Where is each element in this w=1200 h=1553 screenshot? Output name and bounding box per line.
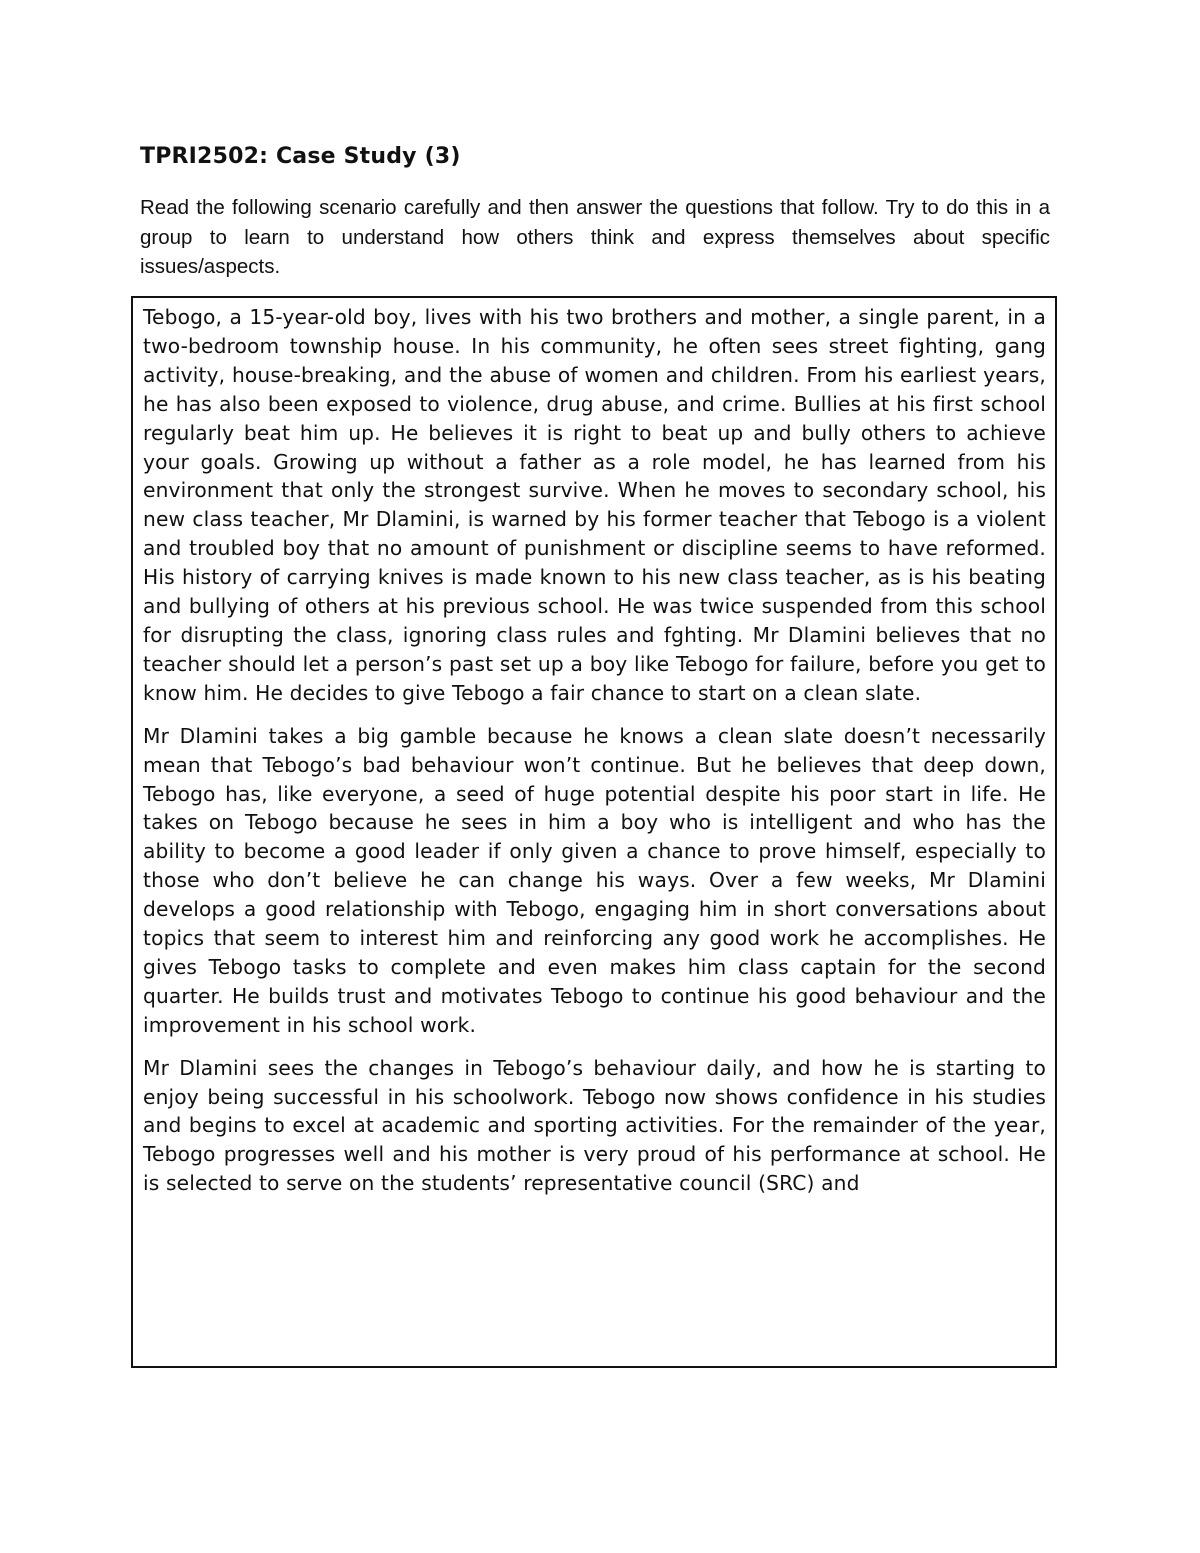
case-paragraph-3: Mr Dlamini sees the changes in Tebogo’s behaviour daily, and how he is starting to enjoy being successful in his schoolwork. Tebogo now shows confidence in his studies and begins to excel at academic and sporting activities. For the remainder of the year, Tebogo progresses well and his mother is very proud of his performance at school. He is selected to serve on the students’ representative council (SRC) and	[143, 1055, 1046, 1196]
case-paragraph-2: Mr Dlamini takes a big gamble because he knows a clean slate doesn’t necessarily mean that Tebogo’s bad behaviour won’t continue. But he believes that deep down, Tebogo has, like everyone, a seed of huge potential despite his poor start in life. He takes on Tebogo because he sees in him a boy who is intelligent and who has the ability to become a good leader if only given a chance to prove himself, especially to those who don’t believe he can change his ways. Over a few weeks, Mr Dlamini develops a good relationship with Tebogo, engaging him in short conversations about topics that seem to interest him and reinforcing any good work he accomplishes. He gives Tebogo tasks to complete and even makes him class captain for the second quarter. He builds trust and motivates Tebogo to continue his good behaviour and the improvement in his school work.	[143, 723, 1046, 1037]
case-paragraph-1: Tebogo, a 15-year-old boy, lives with his two brothers and mother, a single parent, in a two-bedroom township house. In his community, he often sees street fighting, gang activity, house-breaking, and the abuse of women and children. From his earliest years, he has also been exposed to violence, drug abuse, and crime. Bullies at his first school regularly beat him up. He believes it is right to beat up and bully others to achieve your goals. Growing up without a father as a role model, he has learned from his environment that only the strongest survive. When he moves to secondary school, his new class teacher, Mr Dlamini, is warned by his former teacher that Tebogo is a violent and troubled boy that no amount of punishment or discipline seems to have reformed. His history of carrying knives is made known to his new class teacher, as is his beating and bullying of others at his previous school. He was twice suspended from this school for disrupting the class, ignoring class rules and fghting. Mr Dlamini believes that no teacher should let a person’s past set up a boy like Tebogo for failure, before you get to know him. He decides to give Tebogo a fair chance to start on a clean slate.	[143, 305, 1046, 705]
intro-paragraph: Read the following scenario carefully and then answer the questions that follow. Try to do this in a group to learn to understand how others think and express themselves about specific issues/aspects.	[140, 196, 1050, 278]
case-study-box	[131, 296, 1057, 1368]
document-title: TPRI2502: Case Study (3)	[140, 144, 461, 169]
